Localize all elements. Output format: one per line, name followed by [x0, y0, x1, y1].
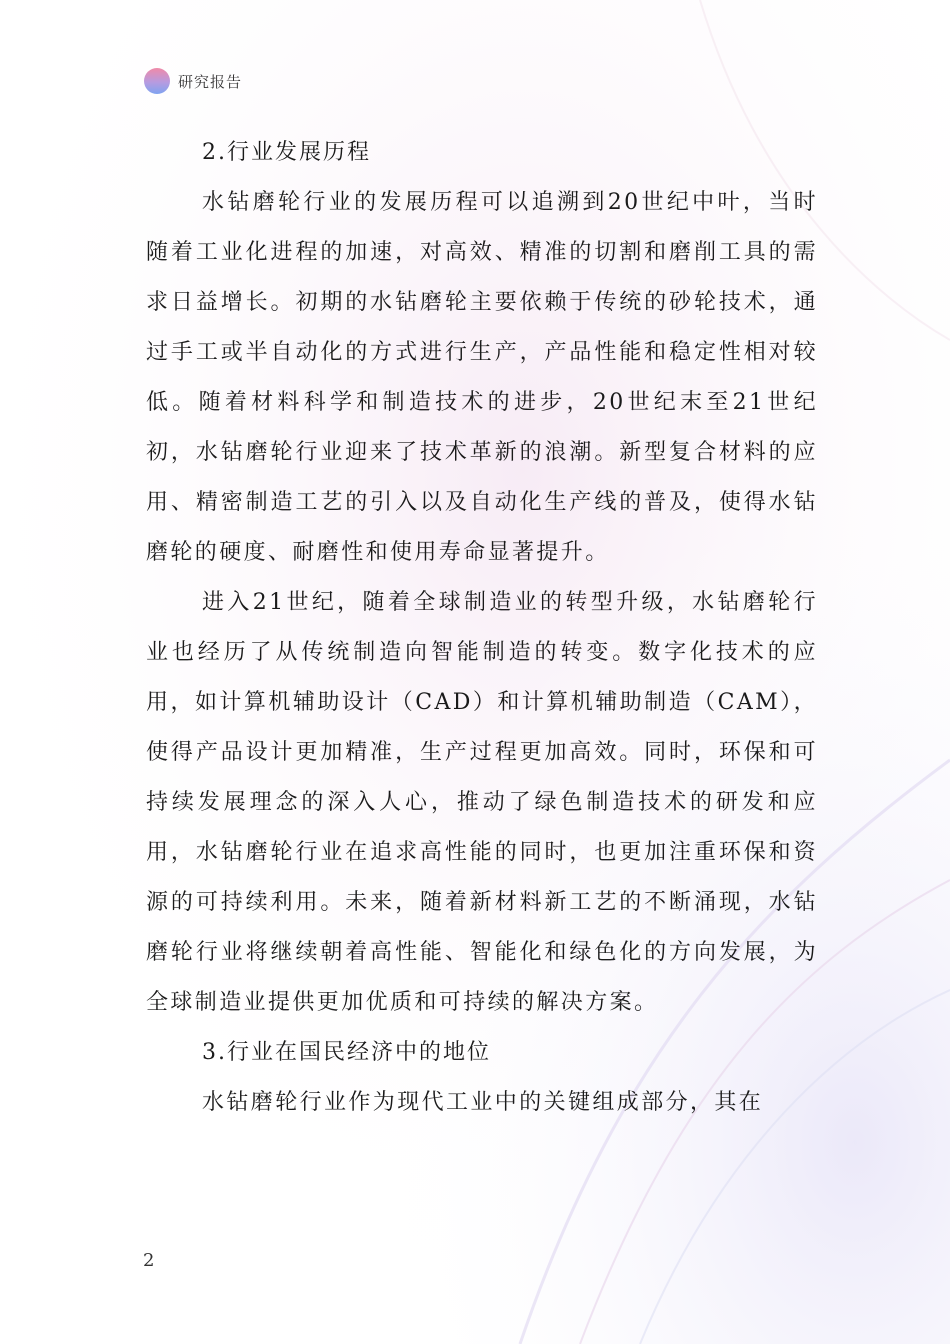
section-heading: 2.行业发展历程: [202, 140, 371, 165]
paragraph: 水钻磨轮行业的发展历程可以追溯到20世纪中叶，当时随着工业化进程的加速，对高效、精准的切割和磨削工具的需求日益增长。初期的水钻磨轮主要依赖于传统的砂轮技术，通过手工或半自动化的方式进行生产，产品性能和稳定性相对较低。随着材料科学和制造技术的进步，20世纪末至21世纪初，水钻磨轮行业迎来了技术革新的浪潮。新型复合材料的应用、精密制造工艺的引入以及自动化生产线的普及，使得水钻磨轮的硬度、耐磨性和使用寿命显著提升。: [146, 190, 818, 565]
header-title: 研究报告: [178, 72, 243, 91]
document-body: [146, 128, 818, 1128]
report-header: [144, 68, 242, 94]
page-number: 2: [143, 1250, 155, 1271]
section-heading: 3.行业在国民经济中的地位: [202, 1040, 491, 1065]
logo-icon: [144, 68, 170, 94]
paragraph: 水钻磨轮行业作为现代工业中的关键组成部分，其在: [202, 1090, 764, 1115]
paragraph: 进入21世纪，随着全球制造业的转型升级，水钻磨轮行业也经历了从传统制造向智能制造的转变。数字化技术的应用，如计算机辅助设计（CAD）和计算机辅助制造（CAM），使得产品设计更加精准，生产过程更加高效。同时，环保和可持续发展理念的深入人心，推动了绿色制造技术的研发和应用，水钻磨轮行业在追求高性能的同时，也更加注重环保和资源的可持续利用。未来，随着新材料新工艺的不断涌现，水钻磨轮行业将继续朝着高性能、智能化和绿色化的方向发展，为全球制造业提供更加优质和可持续的解决方案。: [146, 590, 818, 1015]
